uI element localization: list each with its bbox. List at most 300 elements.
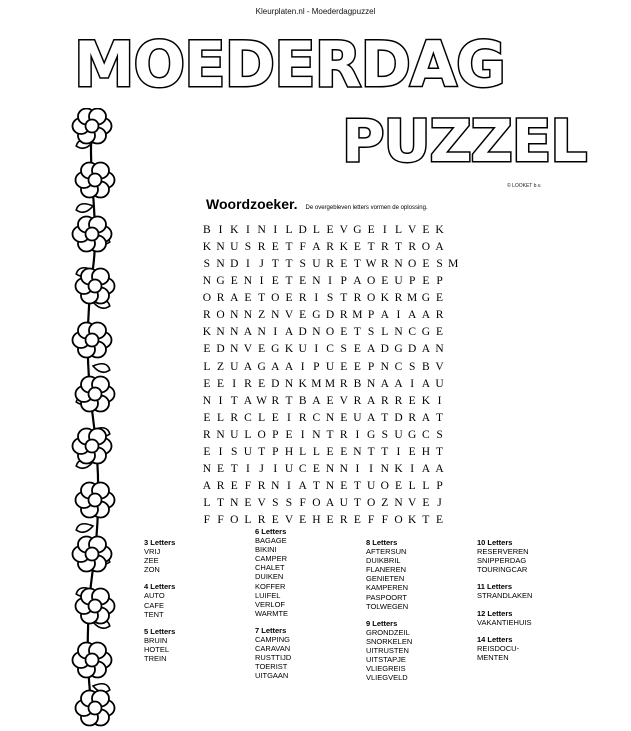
grid-letter: G <box>394 343 403 356</box>
grid-letter: N <box>312 275 321 288</box>
grid-letter: O <box>202 292 211 305</box>
word-item: VLIEGREIS <box>366 664 406 674</box>
grid-letter: U <box>298 343 307 356</box>
word-item: TREIN <box>144 654 167 664</box>
grid-letter: O <box>257 428 266 441</box>
grid-row <box>200 444 460 461</box>
grid-row <box>200 273 460 290</box>
grid-letter: S <box>299 257 306 270</box>
grid-letter: A <box>366 411 376 424</box>
grid-letter: K <box>298 377 307 390</box>
word-item: REISDOCU- <box>477 643 520 653</box>
grid-letter: I <box>287 480 291 493</box>
grid-row <box>200 290 460 307</box>
grid-letter: I <box>314 292 319 305</box>
grid-letter: A <box>243 326 253 339</box>
puzzle-instruction: De overgebleven letters vormen de oplossing. <box>305 205 428 211</box>
grid-letter: C <box>422 428 430 441</box>
word-item: SNIPPERDAG <box>477 556 527 566</box>
grid-letter: B <box>353 377 362 390</box>
grid-letter: U <box>312 257 321 270</box>
grid-letter: F <box>217 514 224 527</box>
grid-letter: C <box>394 360 403 373</box>
grid-letter: N <box>366 377 376 390</box>
grid-letter: U <box>230 360 239 373</box>
grid-letter: J <box>259 257 264 270</box>
grid-letter: E <box>230 275 238 288</box>
grid-letter: R <box>339 514 348 527</box>
word-item: GRONDZEIL <box>366 627 410 637</box>
grid-row <box>200 342 460 359</box>
grid-letter: N <box>202 394 211 407</box>
grid-letter: P <box>272 446 279 459</box>
grid-letter: R <box>244 377 252 390</box>
grid-letter: Z <box>258 309 266 322</box>
word-group-title: 8 Letters <box>366 538 398 547</box>
grid-row <box>200 239 460 256</box>
word-item: RESERVEREN <box>477 547 529 557</box>
grid-letter: S <box>203 257 211 270</box>
grid-letter: A <box>312 394 321 407</box>
grid-row <box>200 496 460 513</box>
grid-letter: N <box>284 377 294 390</box>
grid-letter: W <box>365 257 377 270</box>
grid-letter: P <box>367 360 375 373</box>
flower-icon <box>73 642 112 677</box>
word-item: TOLWEGEN <box>366 601 409 611</box>
grid-letter: P <box>272 428 279 441</box>
grid-letter: R <box>216 480 225 493</box>
grid-letter: M <box>352 309 363 322</box>
word-group <box>366 619 412 683</box>
grid-letter: A <box>284 360 294 373</box>
grid-letter: R <box>435 309 444 322</box>
grid-letter: C <box>408 326 416 339</box>
grid-letter: O <box>271 292 280 305</box>
grid-letter: T <box>381 411 389 424</box>
grid-letter: C <box>312 411 321 424</box>
grid-letter: S <box>340 343 347 356</box>
word-item: ZON <box>144 565 160 575</box>
grid-letter: E <box>258 343 266 356</box>
grid-letter: T <box>326 428 334 441</box>
grid-letter: R <box>339 428 348 441</box>
grid-letter: N <box>325 411 335 424</box>
grid-letter: E <box>422 497 430 510</box>
grid-letter: N <box>353 446 362 459</box>
flower-icon <box>76 268 115 303</box>
grid-letter: D <box>298 326 307 339</box>
grid-letter: N <box>216 428 225 441</box>
grid-letter: D <box>230 257 239 270</box>
grid-letter: P <box>436 480 443 493</box>
grid-letter: D <box>298 223 307 236</box>
grid-letter: O <box>366 497 376 510</box>
grid-letter: K <box>380 292 389 305</box>
grid-letter: T <box>353 497 361 510</box>
grid-letter: S <box>436 428 443 441</box>
grid-letter: N <box>312 428 321 441</box>
grid-letter: I <box>245 257 250 270</box>
grid-letter: K <box>202 326 211 339</box>
copyright-notice: © LOOKET b.v. <box>507 183 542 189</box>
grid-letter: I <box>355 428 360 441</box>
grid-letter: L <box>203 497 211 510</box>
grid-letter: A <box>421 411 430 424</box>
grid-letter: F <box>203 514 211 527</box>
grid-letter: E <box>299 275 307 288</box>
flower-icon <box>76 376 115 411</box>
grid-letter: T <box>367 446 375 459</box>
grid-letter: R <box>408 240 416 253</box>
grid-letter: T <box>217 497 225 510</box>
word-item: AFTERSUN <box>366 547 407 557</box>
grid-letter: T <box>340 292 348 305</box>
grid-row <box>200 461 460 478</box>
grid-letter: A <box>230 292 239 305</box>
grid-letter: R <box>339 377 348 390</box>
grid-letter: R <box>326 257 334 270</box>
grid-letter: F <box>367 514 375 527</box>
grid-letter: U <box>394 275 403 288</box>
word-column-1 <box>144 538 175 671</box>
grid-letter: M <box>407 292 418 305</box>
leaf-shape <box>76 204 93 213</box>
grid-letter: V <box>339 394 348 407</box>
grid-row <box>200 359 460 376</box>
letter-grid <box>200 222 460 530</box>
grid-row <box>200 427 460 444</box>
word-item: CAFE <box>144 600 165 610</box>
word-group-title: 10 Letters <box>477 538 513 547</box>
grid-letter: E <box>340 480 348 493</box>
grid-letter: E <box>340 257 348 270</box>
grid-letter: G <box>421 326 430 339</box>
grid-letter: E <box>230 480 238 493</box>
word-item: KAMPEREN <box>366 583 409 593</box>
grid-letter: K <box>202 240 211 253</box>
grid-letter: L <box>312 223 320 236</box>
grid-letter: E <box>422 223 430 236</box>
grid-letter: I <box>355 463 360 476</box>
grid-letter: T <box>285 275 293 288</box>
grid-letter: D <box>271 377 280 390</box>
word-item: HOTEL <box>144 644 170 654</box>
grid-letter: I <box>218 394 223 407</box>
grid-letter: O <box>421 240 430 253</box>
grid-letter: A <box>243 394 253 407</box>
word-column-3 <box>366 538 412 690</box>
grid-letter: V <box>284 309 294 322</box>
grid-letter: A <box>284 326 294 339</box>
flower-vine-border <box>62 108 124 728</box>
grid-letter: A <box>421 309 430 322</box>
grid-letter: N <box>271 309 280 322</box>
grid-letter: T <box>353 326 361 339</box>
word-item: VERLOF <box>255 599 286 609</box>
grid-letter: P <box>408 275 416 288</box>
grid-letter: R <box>394 292 403 305</box>
word-item: CAMPER <box>255 554 288 564</box>
grid-letter: L <box>285 223 293 236</box>
grid-letter: D <box>325 309 335 322</box>
grid-letter: O <box>325 326 335 339</box>
grid-row <box>200 410 460 427</box>
grid-letter: O <box>366 275 376 288</box>
grid-letter: C <box>244 411 252 424</box>
grid-letter: R <box>353 292 362 305</box>
grid-letter: R <box>257 514 266 527</box>
word-group-title: 7 Letters <box>255 625 287 635</box>
grid-letter: I <box>410 463 415 476</box>
word-item: VAKANTIEHUIS <box>477 617 532 627</box>
grid-letter: L <box>203 360 211 373</box>
grid-letter: I <box>273 223 278 236</box>
grid-letter: A <box>380 377 389 390</box>
grid-letter: T <box>436 446 444 459</box>
grid-letter: E <box>285 428 293 441</box>
grid-letter: I <box>218 446 223 459</box>
word-group <box>255 626 291 681</box>
grid-letter: A <box>271 360 280 373</box>
grid-letter: H <box>421 446 430 459</box>
flower-icon <box>76 162 115 197</box>
grid-letter: K <box>230 223 239 236</box>
grid-letter: A <box>298 480 307 493</box>
grid-letter: E <box>326 394 334 407</box>
grid-letter: I <box>328 275 332 288</box>
grid-letter: N <box>230 343 239 356</box>
grid-letter: N <box>243 275 253 288</box>
grid-letter: R <box>380 394 389 407</box>
grid-letter: I <box>300 360 305 373</box>
grid-letter: L <box>394 223 402 236</box>
grid-letter: T <box>230 394 238 407</box>
grid-letter: K <box>339 240 348 253</box>
grid-letter: L <box>258 411 266 424</box>
word-item: BAGAGE <box>255 536 287 546</box>
grid-letter: E <box>422 257 430 270</box>
grid-letter: T <box>436 411 444 424</box>
grid-letter: C <box>326 343 334 356</box>
word-item: FLANEREN <box>366 565 407 575</box>
grid-letter: F <box>299 240 306 253</box>
word-item: AUTO <box>144 591 165 601</box>
grid-letter: E <box>408 394 416 407</box>
grid-letter: D <box>408 343 417 356</box>
grid-row <box>200 256 460 273</box>
grid-letter: S <box>326 292 334 305</box>
grid-letter: V <box>257 497 266 510</box>
grid-row <box>200 325 460 342</box>
grid-letter: D <box>216 343 225 356</box>
word-group <box>255 527 291 618</box>
grid-letter: I <box>218 223 223 236</box>
grid-letter: A <box>421 377 430 390</box>
grid-letter: N <box>202 275 211 288</box>
site-header-title: Kleurplaten.nl - Moederdagpuzzel <box>255 7 376 16</box>
grid-letter: E <box>326 446 334 459</box>
grid-letter: G <box>353 223 362 236</box>
grid-letter: E <box>299 309 307 322</box>
grid-letter: N <box>243 309 253 322</box>
grid-letter: E <box>271 411 279 424</box>
grid-letter: U <box>243 446 253 459</box>
word-column-4 <box>477 538 532 670</box>
word-item: TOERIST <box>255 662 288 672</box>
grid-letter: I <box>314 343 319 356</box>
grid-letter: O <box>408 257 417 270</box>
grid-letter: T <box>422 514 430 527</box>
grid-letter: W <box>256 394 268 407</box>
grid-letter: U <box>339 497 348 510</box>
grid-letter: A <box>421 343 430 356</box>
grid-letter: E <box>203 343 211 356</box>
grid-row <box>200 393 460 410</box>
word-group-title: 11 Letters <box>477 582 513 592</box>
grid-letter: R <box>257 240 266 253</box>
grid-letter: N <box>325 480 335 493</box>
grid-letter: T <box>353 257 361 270</box>
word-column-2 <box>255 527 291 689</box>
word-group <box>477 635 532 662</box>
grid-letter: V <box>435 360 444 373</box>
grid-letter: M <box>324 377 336 390</box>
grid-letter: U <box>366 480 376 493</box>
word-item: TOURINGCAR <box>477 565 528 575</box>
word-item: CAMPING <box>255 635 291 645</box>
grid-letter: N <box>380 360 389 373</box>
grid-letter: O <box>380 480 389 493</box>
grid-letter: U <box>230 428 239 441</box>
grid-letter: L <box>408 480 416 493</box>
grid-row <box>200 513 460 530</box>
grid-letter: O <box>394 514 403 527</box>
grid-letter: E <box>299 514 307 527</box>
grid-letter: E <box>217 377 225 390</box>
grid-letter: F <box>244 480 252 493</box>
title-moederdag: MOEDERDAG <box>74 28 505 101</box>
grid-letter: N <box>312 326 321 339</box>
grid-letter: G <box>257 360 266 373</box>
puzzle-title: Woordzoeker. <box>206 196 298 212</box>
grid-letter: E <box>326 223 334 236</box>
grid-letter: R <box>353 394 362 407</box>
grid-letter: K <box>435 223 444 236</box>
grid-letter: N <box>325 463 335 476</box>
grid-letter: N <box>435 343 444 356</box>
leaf-shape <box>76 524 93 533</box>
grid-letter: E <box>258 377 266 390</box>
grid-letter: J <box>437 497 442 510</box>
grid-letter: A <box>312 240 321 253</box>
grid-letter: L <box>244 514 252 527</box>
grid-letter: S <box>244 240 252 253</box>
grid-letter: R <box>203 309 211 322</box>
grid-letter: S <box>436 257 443 270</box>
grid-letter: C <box>298 463 307 476</box>
grid-letter: G <box>312 309 321 322</box>
grid-letter: A <box>325 497 335 510</box>
grid-letter: N <box>394 257 403 270</box>
grid-letter: E <box>436 326 444 339</box>
word-item: CARAVAN <box>255 644 291 654</box>
word-group <box>477 609 532 627</box>
word-item: BIKINI <box>255 545 277 555</box>
flower-icon <box>73 428 112 463</box>
grid-letter: R <box>216 292 225 305</box>
grid-letter: E <box>285 292 293 305</box>
grid-letter: A <box>380 309 389 322</box>
grid-letter: T <box>285 257 293 270</box>
grid-letter: O <box>312 497 321 510</box>
grid-letter: Z <box>217 360 225 373</box>
grid-letter: I <box>410 377 415 390</box>
grid-letter: O <box>230 514 239 527</box>
grid-letter: N <box>271 480 280 493</box>
grid-row <box>200 307 460 324</box>
grid-letter: L <box>422 480 430 493</box>
grid-letter: G <box>366 428 376 441</box>
grid-letter: I <box>245 463 250 476</box>
flower-icon <box>76 690 115 725</box>
grid-letter: A <box>394 377 403 390</box>
grid-letter: E <box>203 446 211 459</box>
grid-letter: R <box>271 394 280 407</box>
grid-letter: E <box>367 223 375 236</box>
grid-letter: N <box>394 326 403 339</box>
grid-row <box>200 376 460 393</box>
grid-letter: U <box>435 377 444 390</box>
grid-letter: D <box>380 343 389 356</box>
grid-letter: U <box>394 428 403 441</box>
grid-letter: E <box>408 446 416 459</box>
word-item: ZEE <box>144 556 159 566</box>
grid-letter: E <box>271 514 279 527</box>
grid-letter: N <box>202 463 211 476</box>
grid-letter: S <box>367 326 375 339</box>
grid-letter: E <box>326 514 334 527</box>
word-item: TENT <box>144 609 164 619</box>
grid-letter: J <box>259 463 264 476</box>
grid-letter: G <box>421 292 430 305</box>
grid-letter: S <box>231 446 238 459</box>
grid-letter: V <box>243 343 253 356</box>
grid-letter: A <box>408 309 417 322</box>
grid-letter: A <box>366 343 376 356</box>
grid-letter: T <box>258 446 266 459</box>
word-item: PASPOORT <box>366 592 407 602</box>
word-item: MENTEN <box>477 652 509 662</box>
grid-letter: R <box>408 411 416 424</box>
puzzle-subtitle <box>206 196 428 212</box>
grid-letter: N <box>230 309 239 322</box>
title-puzzel: PUZZEL <box>342 107 587 175</box>
grid-letter: V <box>408 497 417 510</box>
grid-letter: S <box>285 497 293 510</box>
grid-letter: R <box>257 480 266 493</box>
word-item: DUIKBRIL <box>366 556 401 566</box>
grid-letter: T <box>353 480 361 493</box>
grid-letter: P <box>367 309 375 322</box>
word-group-title: 5 Letters <box>144 626 176 636</box>
grid-letter: P <box>340 275 347 288</box>
grid-letter: I <box>245 223 250 236</box>
grid-letter: L <box>312 446 320 459</box>
grid-letter: E <box>436 514 444 527</box>
flower-icon <box>76 482 115 517</box>
grid-letter: L <box>217 411 225 424</box>
